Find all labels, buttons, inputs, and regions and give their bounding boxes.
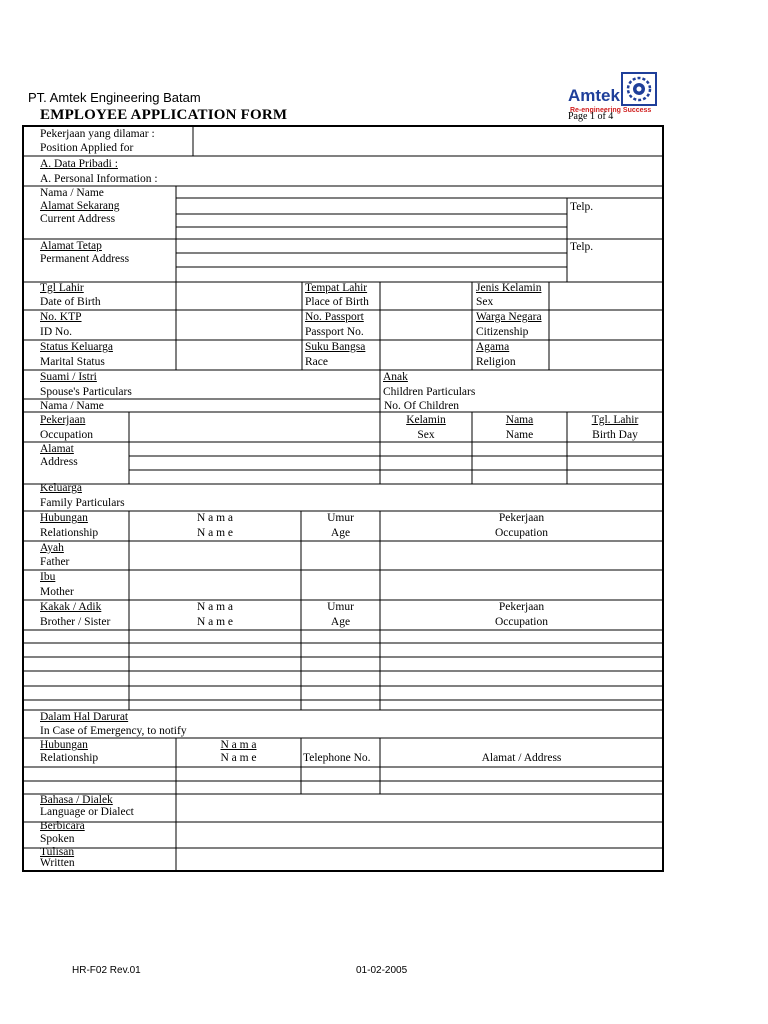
permanent-address-field[interactable]	[178, 241, 566, 281]
family-occupation-label-en: Occupation	[494, 527, 548, 539]
children-label-en: Children Particulars	[383, 386, 476, 398]
language-label-id: Bahasa / Dialek	[40, 794, 113, 806]
permanent-address-label-id: Alamat Tetap	[40, 240, 102, 252]
children-bday-label-id: Tgl. Lahir	[591, 414, 639, 426]
name-field[interactable]	[178, 187, 662, 197]
ktp-label-en: ID No.	[40, 326, 72, 338]
sibling-occupation-label-id: Pekerjaan	[498, 601, 545, 613]
children-name-label-id: Nama	[505, 414, 534, 426]
mother-label-id: Ibu	[40, 571, 56, 583]
children-count-label: No. Of Children	[384, 400, 460, 412]
race-label-en: Race	[305, 356, 328, 368]
family-name-label-id: N a m a	[196, 512, 234, 524]
children-bday-label-en: Birth Day	[592, 429, 638, 441]
spouse-address-label-id: Alamat	[40, 443, 74, 455]
emergency-relation-label-id: Hubungan	[40, 739, 88, 751]
current-telp-label: Telp.	[570, 201, 594, 213]
name-label: Nama / Name	[40, 187, 104, 199]
position-label-en: Position Applied for	[40, 142, 134, 154]
children-sex-label-en: Sex	[417, 429, 435, 441]
current-address-field[interactable]	[178, 200, 566, 238]
spoken-label-en: Spoken	[40, 833, 75, 845]
religion-label-id: Agama	[476, 341, 510, 353]
marital-label-en: Marital Status	[40, 356, 105, 368]
form-date: 01-02-2005	[356, 965, 408, 976]
mother-label-en: Mother	[40, 586, 74, 598]
emergency-relation-label-en: Relationship	[40, 752, 99, 764]
pob-label-en: Place of Birth	[305, 296, 369, 308]
gender-label-id: Jenis Kelamin	[476, 282, 542, 294]
position-field[interactable]	[195, 128, 661, 154]
family-occupation-label-id: Pekerjaan	[498, 512, 545, 524]
spouse-name-label: Nama / Name	[40, 400, 104, 412]
current-address-label-id: Alamat Sekarang	[40, 200, 120, 212]
svg-text:Amtek: Amtek	[568, 86, 620, 105]
sibling-name-label-id: N a m a	[196, 601, 234, 613]
dob-label-id: Tgl Lahir	[40, 282, 84, 294]
sibling-label-id: Kakak / Adik	[40, 601, 102, 613]
emergency-label-id: Dalam Hal Darurat	[40, 711, 129, 723]
pob-label-id: Tempat Lahir	[305, 282, 368, 294]
race-label-id: Suku Bangsa	[305, 341, 366, 353]
emergency-name-label-id: N a m a	[220, 739, 257, 751]
personal-section-en: A. Personal Information :	[40, 173, 158, 185]
family-label-en: Family Particulars	[40, 497, 125, 509]
gender-label-en: Sex	[476, 296, 494, 308]
dob-label-en: Date of Birth	[40, 296, 101, 308]
sibling-occupation-label-en: Occupation	[494, 616, 548, 628]
page-number: Page 1 of 4	[568, 111, 614, 122]
sibling-age-label-en: Age	[330, 616, 351, 628]
family-label-id: Keluarga	[40, 482, 82, 494]
passport-label-id: No. Passport	[305, 311, 364, 323]
emergency-telephone-label: Telephone No.	[303, 752, 371, 764]
passport-label-en: Passport No.	[305, 326, 364, 338]
spoken-label-id: Berbicara	[40, 820, 85, 832]
spouse-label-en: Spouse's Particulars	[40, 386, 132, 398]
personal-section-id: A. Data Pribadi :	[40, 158, 118, 170]
permanent-telp-label: Telp.	[570, 241, 594, 253]
children-name-label-en: Name	[505, 429, 534, 441]
citizenship-label-id: Warga Negara	[476, 311, 542, 323]
written-label-en: Written	[40, 857, 75, 869]
spouse-occupation-label-id: Pekerjaan	[40, 414, 86, 426]
current-address-label-en: Current Address	[40, 213, 116, 225]
family-age-label-en: Age	[330, 527, 351, 539]
svg-text:Re-engineering Success: Re-engineering Success	[570, 107, 652, 114]
emergency-label-en: In Case of Emergency, to notify	[40, 725, 187, 737]
citizenship-label-en: Citizenship	[476, 326, 529, 338]
language-label-en: Language or Dialect	[40, 806, 134, 818]
religion-label-en: Religion	[476, 356, 516, 368]
family-age-label-id: Umur	[327, 512, 354, 524]
company-name: PT. Amtek Engineering Batam	[28, 90, 201, 105]
family-name-label-en: N a m e	[196, 527, 234, 539]
family-relation-label-id: Hubungan	[40, 512, 88, 524]
family-relation-label-en: Relationship	[40, 527, 99, 539]
spouse-occupation-label-en: Occupation	[40, 429, 94, 441]
position-label-id: Pekerjaan yang dilamar :	[40, 128, 155, 140]
sibling-label-en: Brother / Sister	[40, 616, 111, 628]
permanent-address-label-en: Permanent Address	[40, 253, 130, 265]
spouse-address-label-en: Address	[40, 456, 78, 468]
marital-label-id: Status Keluarga	[40, 341, 113, 353]
form-title: EMPLOYEE APPLICATION FORM	[40, 107, 288, 123]
emergency-name-label-en: N a m e	[220, 752, 257, 764]
spouse-label-id: Suami / Istri	[40, 371, 97, 383]
written-label-id: Tulisan	[40, 846, 75, 858]
form-code: HR-F02 Rev.01	[72, 965, 141, 976]
sibling-name-label-en: N a m e	[196, 616, 234, 628]
emergency-address-label: Alamat / Address	[481, 752, 562, 764]
father-label-id: Ayah	[40, 542, 64, 554]
ktp-label-id: No. KTP	[40, 311, 82, 323]
children-sex-label-id: Kelamin	[406, 414, 446, 426]
children-label-id: Anak	[383, 371, 408, 383]
father-label-en: Father	[40, 556, 70, 568]
sibling-age-label-id: Umur	[327, 601, 354, 613]
